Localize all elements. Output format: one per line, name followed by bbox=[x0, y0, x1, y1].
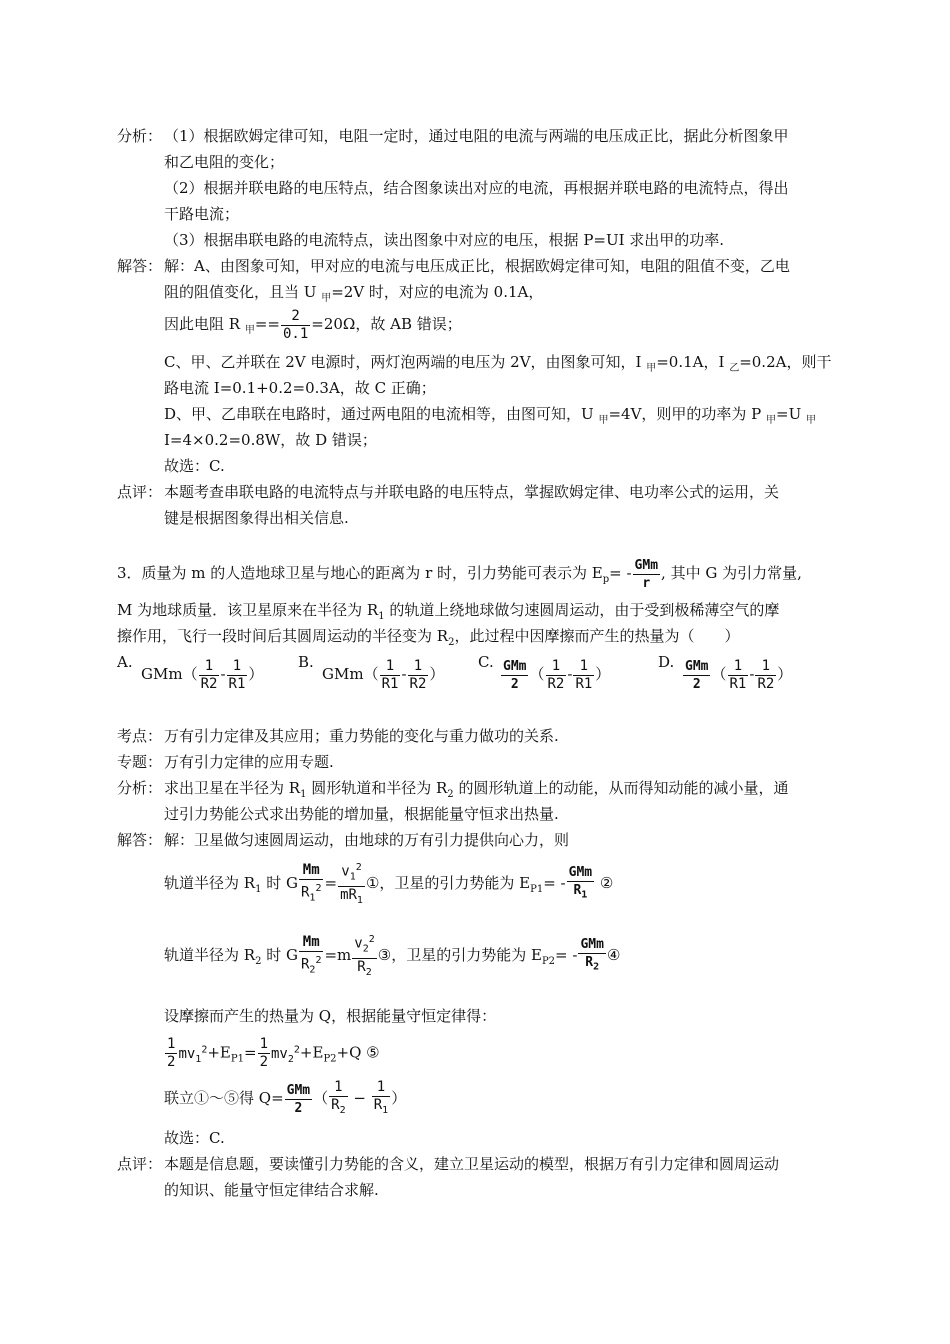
topic-label: 专题： bbox=[117, 753, 163, 771]
option-a-letter: A. bbox=[117, 653, 133, 671]
option-b: GMm（ $\frac{1}{R1}$ - $\frac{1}{R2}$ ） bbox=[322, 657, 445, 692]
answer-choice: 故选：C. bbox=[164, 1129, 225, 1147]
topic: 万有引力定律的应用专题. bbox=[164, 753, 334, 771]
analysis-line: （1）根据欧姆定律可知，电阻一定时，通过电阻的电流与两端的电压成正比，据此分析图象甲 bbox=[164, 127, 789, 145]
combined-result: 联立①～⑤得 Q= $\frac{\text{GMm}}{2}$ （ $\frac{1}{R_2}$ − $\frac{1}{R_1}$ ） bbox=[164, 1078, 406, 1119]
solution-line: 路电流 I=0.1+0.2=0.3A，故 C 正确； bbox=[164, 379, 436, 397]
key-point: 万有引力定律及其应用；重力势能的变化与重力做功的关系. bbox=[164, 727, 559, 745]
solution-line: 解：A、由图象可知，甲对应的电流与电压成正比，根据欧姆定律可知，电阻的阻值不变，乙电 bbox=[164, 257, 790, 275]
comment-line: 键是根据图象得出相关信息. bbox=[164, 509, 349, 527]
fraction: $\frac{2}{0.1}$ bbox=[282, 307, 309, 342]
solution-line: 解：卫星做匀速圆周运动，由地球的万有引力提供向心力，则 bbox=[164, 831, 570, 849]
question-3-stem: M 为地球质量．该卫星原来在半径为 $R_1$ 的轨道上绕地球做匀速圆周运动，由于受到极稀薄空气的摩 bbox=[117, 601, 780, 622]
equation-1-2: 轨道半径为 $R_1$ 时 G $\frac{Mm}{R_1^2}$ = $\frac{v_1^2}{mR_1}$ ①，卫星的引力势能为 $E_{P1}=$ - $\frac{\text{GMm}}{R_1}$ ② bbox=[164, 858, 613, 915]
equation-5: $\frac{1}{2}$ $mv_1^2+E_{P1}=$ $\frac{1}{2}$ $mv_2^2+E_{P2}+Q$ ⑤ bbox=[167, 1036, 380, 1071]
question-3-stem: 3．质量为 m 的人造地球卫星与地心的距离为 r 时，引力势能可表示为 $E_p=$ - $\frac{\text{GMm}}{r}$ , 其中 G 为引力常量, bbox=[117, 557, 802, 591]
analysis-line: 过引力势能公式求出势能的增加量，根据能量守恒求出热量. bbox=[164, 805, 559, 823]
option-a: GMm（ $\frac{1}{R2}$ - $\frac{1}{R1}$ ） bbox=[141, 657, 264, 692]
analysis-line: 求出卫星在半径为 $R_1$ 圆形轨道和半径为 $R_2$ 的圆形轨道上的动能，从而得知动能的减小量，通 bbox=[164, 779, 789, 800]
option-b-letter: B. bbox=[298, 653, 314, 671]
comment-line: 的知识、能量守恒定律结合求解. bbox=[164, 1181, 379, 1199]
analysis-label: 分析： bbox=[117, 779, 163, 797]
equation-3-4: 轨道半径为 $R_2$ 时 G $\frac{Mm}{R_2^2}$ =m $\frac{v_2^2}{R_2}$ ③，卫星的引力势能为 $E_{P2}=$ - $\frac{\text{GMm}}{R_2}$ ④ bbox=[164, 930, 620, 987]
key-point-label: 考点： bbox=[117, 727, 163, 745]
resistance-formula: 因此电阻 R $_甲$== $\frac{2}{0.1}$ =20Ω，故 AB 错误； bbox=[164, 307, 462, 342]
solution-line: C、甲、乙并联在 2V 电源时，两灯泡两端的电压为 2V，由图象可知，I $_甲$=0.1A，I $_乙$=0.2A，则干 bbox=[164, 353, 832, 374]
question-3-stem: 擦作用，飞行一段时间后其圆周运动的半径变为 $R_2$，此过程中因摩擦而产生的热量为（ ） bbox=[117, 627, 740, 648]
solution-label: 解答： bbox=[117, 831, 163, 849]
option-d: $\frac{\text{GMm}}{2}$ （ $\frac{1}{R1}$ - $\frac{1}{R2}$ ） bbox=[685, 657, 793, 692]
option-c-letter: C. bbox=[478, 653, 494, 671]
comment-line: 本题考查串联电路的电流特点与并联电路的电压特点，掌握欧姆定律、电功率公式的运用，关 bbox=[164, 483, 780, 501]
answer-choice: 故选：C. bbox=[164, 457, 225, 475]
option-c: $\frac{\text{GMm}}{2}$ （ $\frac{1}{R2}$ - $\frac{1}{R1}$ ） bbox=[503, 657, 611, 692]
comment-label: 点评： bbox=[117, 1155, 163, 1173]
solution-line: D、甲、乙串联在电路时，通过两电阻的电流相等，由图可知，U $_甲$=4V，则甲的功率为 P $_甲$=U $_甲$ bbox=[164, 405, 817, 426]
comment-label: 点评： bbox=[117, 483, 163, 501]
analysis-line: （2）根据并联电路的电压特点，结合图象读出对应的电流，再根据并联电路的电流特点，得出 bbox=[164, 179, 789, 197]
solution-line: 阻的阻值变化，且当 U $_甲$=2V 时，对应的电流为 0.1A， bbox=[164, 283, 544, 304]
option-d-letter: D. bbox=[658, 653, 675, 671]
analysis-line: 干路电流； bbox=[164, 205, 240, 223]
fraction: $\frac{\text{GMm}}{r}$ bbox=[634, 557, 659, 591]
solution-line: I=4×0.2=0.8W，故 D 错误； bbox=[164, 431, 377, 449]
analysis-label: 分析： bbox=[117, 127, 163, 145]
comment-line: 本题是信息题，要读懂引力势能的含义，建立卫星运动的模型，根据万有引力定律和圆周运动 bbox=[164, 1155, 780, 1173]
solution-label: 解答： bbox=[117, 257, 163, 275]
solution-line: 设摩擦而产生的热量为 Q，根据能量守恒定律得： bbox=[164, 1007, 497, 1025]
analysis-line: 和乙电阻的变化； bbox=[164, 153, 285, 171]
analysis-line: （3）根据串联电路的电流特点，读出图象中对应的电压，根据 P=UI 求出甲的功率. bbox=[164, 231, 725, 249]
